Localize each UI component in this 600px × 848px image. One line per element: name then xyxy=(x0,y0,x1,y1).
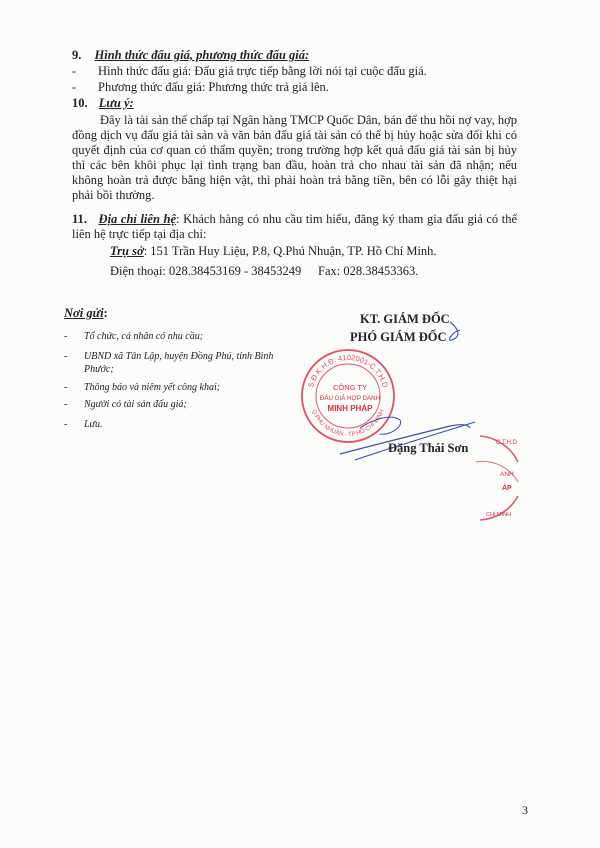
office-address xyxy=(110,244,437,259)
section-11-intro: : Khách hàng có nhu cầu tìm hiểu, đăng ký tham gia đấu giá có thể liên hệ trực tiếp tại địa chỉ: xyxy=(72,212,518,241)
recipient-item-5-text: Lưu. xyxy=(84,419,103,430)
section-9-item-2: - Phương thức đấu giá: Phương thức trả giá lên. xyxy=(72,80,329,94)
recipient-item-4-text: Người có tài sản đấu giá; xyxy=(84,399,187,410)
partial-stamp-top: C.T.H.D xyxy=(496,440,517,446)
recipient-item-4: - Người có tài sản đấu giá; xyxy=(64,399,187,410)
recipient-item-3-text: Thông báo và niêm yết công khai; xyxy=(84,382,221,393)
fax-number: Fax: 028.38453363. xyxy=(318,264,419,278)
section-9-item-2-text: Phương thức đấu giá: Phương thức trả giá lên. xyxy=(98,80,329,94)
recipient-item-1-text: Tổ chức, cá nhân có nhu cầu; xyxy=(84,331,204,342)
section-10-title: Lưu ý: xyxy=(98,96,134,110)
page-number: 3 xyxy=(522,803,528,817)
section-11-title: Địa chỉ liên hệ xyxy=(98,212,177,226)
phone-number: Điện thoại: 028.38453169 - 38453249 xyxy=(110,264,302,278)
stamp-line-3: MINH PHÁP xyxy=(327,404,373,413)
section-11-paragraph xyxy=(72,212,517,242)
section-9-item-1-text: Hình thức đấu giá: Đấu giá trực tiếp bằng lời nói tại cuộc đấu giá. xyxy=(98,64,427,78)
section-9-heading xyxy=(72,48,309,63)
partial-stamp-mid: ANH xyxy=(500,471,514,478)
recipients-colon: : xyxy=(103,306,108,320)
office-label: Trụ sở xyxy=(110,244,144,258)
recipient-item-1: - Tổ chức, cá nhân có nhu cầu; xyxy=(64,331,204,342)
recipients-heading xyxy=(64,306,108,321)
section-10-heading xyxy=(72,96,134,111)
section-11-number: 11. xyxy=(72,212,87,226)
recipient-item-2-text: UBND xã Tân Lập, huyện Đồng Phú, tỉnh Bình Phước; xyxy=(84,351,274,375)
recipient-item-5: - Lưu. xyxy=(64,419,103,430)
recipient-item-3: - Thông báo và niêm yết công khai; xyxy=(64,382,221,393)
section-9-title: Hình thức đấu giá, phương thức đấu giá: xyxy=(94,48,310,62)
stamp-bottom-arc: Q.PHÚ NHUẬN - TP.HỒ CHÍ MINH xyxy=(310,408,386,439)
partial-stamp-bottom: CHÍ MINH xyxy=(486,512,512,518)
section-10-number: 10. xyxy=(72,96,88,110)
stamp-line-2: ĐẤU GIÁ HỢP DANH xyxy=(319,395,381,402)
stamp-line-1: CÔNG TY xyxy=(332,383,368,392)
recipients-title: Nơi gửi xyxy=(64,306,104,320)
partial-stamp xyxy=(474,432,520,524)
recipient-item-2: - UBND xã Tân Lập, huyện Đồng Phú, tỉnh Bình Phước; xyxy=(64,350,284,376)
partial-stamp-mid2: ÁP xyxy=(502,485,512,492)
signature-title-2: PHÓ GIÁM ĐỐC xyxy=(350,330,447,344)
office-value: : 151 Trần Huy Liệu, P.8, Q.Phú Nhuận, TP. Hồ Chí Minh. xyxy=(143,244,437,258)
section-10-body: Đây là tài sản thế chấp tại Ngân hàng TMCP Quốc Dân, bán để thu hồi nợ vay, hợp đồng dịch vụ đấu giá tài sản và văn bản đấu giá tài sản có thể bị hủy hoặc sửa đổi khi có quyết định của cơ quan có thẩm quyền; trong trường hợp kết quả đấu giá tài sản bị hủy thì các bên khôi phục lại tình trạng ban đầu, hoàn trả cho nhau tài sản đã nhận; nếu không hoàn trả được bằng hiện vật, thì phải hoàn trả bằng tiền, bên có lỗi gây thiệt hại phải bồi thường. xyxy=(72,113,517,202)
signer-name: Đặng Thái Sơn xyxy=(388,441,469,455)
signature-title-1: KT. GIÁM ĐỐC xyxy=(360,312,450,326)
section-9-number: 9. xyxy=(72,48,82,62)
stamp-top-arc: S.Đ.K.H.Đ: 4102001-C.T.H.D xyxy=(306,352,390,389)
section-9-item-1: - Hình thức đấu giá: Đấu giá trực tiếp bằng lời nói tại cuộc đấu giá. xyxy=(72,64,427,78)
